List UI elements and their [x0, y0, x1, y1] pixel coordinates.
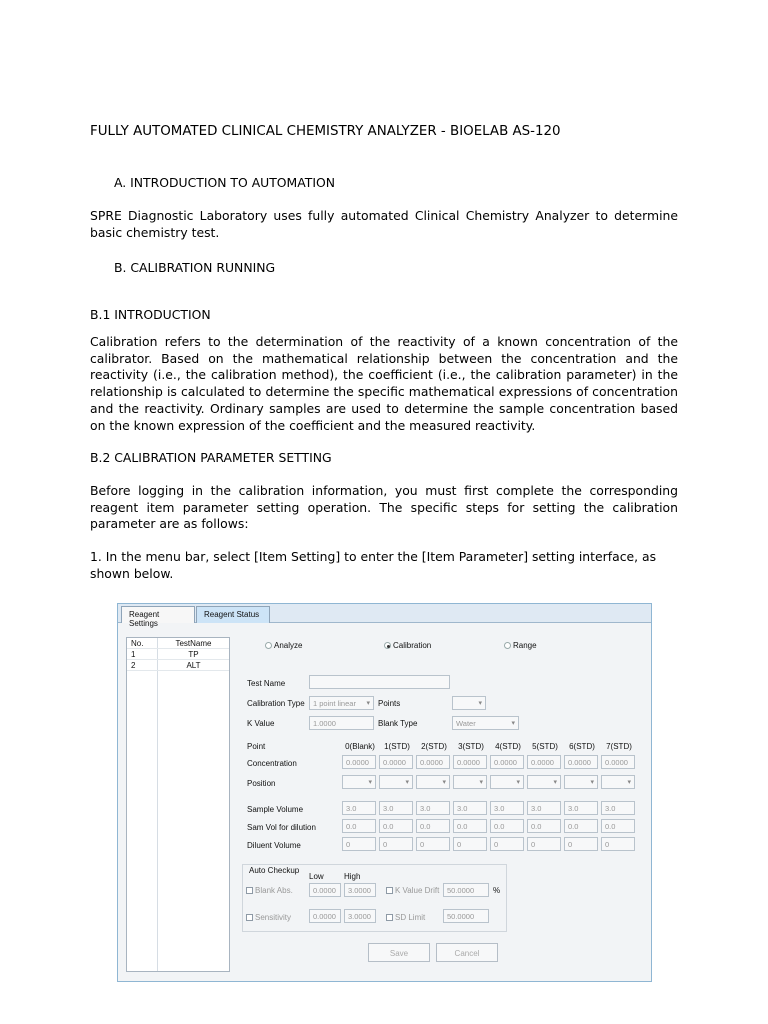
list-item-no: 2 [131, 661, 136, 670]
position-select[interactable] [453, 775, 487, 789]
concentration-input[interactable]: 0.0000 [342, 755, 376, 769]
concentration-input[interactable]: 0.0000 [416, 755, 450, 769]
sd-limit-input[interactable]: 50.0000 [443, 909, 489, 923]
blank-type-select[interactable]: Water ▾ [452, 716, 519, 730]
sam-vol-dilution-input[interactable]: 0.0 [342, 819, 376, 833]
list-divider [157, 638, 158, 971]
sd-limit-label: SD Limit [395, 913, 426, 922]
step-1-text [90, 549, 678, 582]
point-col-header: 4(STD) [495, 742, 521, 751]
intro-paragraph [90, 208, 678, 241]
sample-volume-input[interactable]: 3.0 [342, 801, 376, 815]
sam-vol-dilution-label: Sam Vol for dilution [247, 823, 316, 832]
calibration-type-label: Calibration Type [247, 699, 305, 708]
sam-vol-dilution-input[interactable]: 0.0 [601, 819, 635, 833]
concentration-input[interactable]: 0.0000 [379, 755, 413, 769]
sample-volume-input[interactable]: 3.0 [564, 801, 598, 815]
list-header-no: No. [131, 639, 144, 648]
item-parameter-screenshot [117, 603, 652, 982]
concentration-input[interactable]: 0.0000 [453, 755, 487, 769]
blank-abs-checkbox[interactable] [246, 886, 293, 895]
concentration-label: Concentration [247, 759, 297, 768]
sam-vol-dilution-input[interactable]: 0.0 [453, 819, 487, 833]
position-select[interactable] [527, 775, 561, 789]
step-1-line-2: shown below. [90, 565, 174, 581]
blank-abs-checkbox-icon [246, 887, 253, 894]
sd-limit-checkbox-icon [386, 914, 393, 921]
sensitivity-high-input[interactable]: 3.0000 [344, 909, 376, 923]
k-value-drift-input[interactable]: 50.0000 [443, 883, 489, 897]
sensitivity-checkbox[interactable] [246, 913, 291, 922]
sensitivity-low-input[interactable]: 0.0000 [309, 909, 341, 923]
sample-volume-input[interactable]: 3.0 [490, 801, 524, 815]
radio-calibration[interactable] [384, 641, 431, 650]
radio-calibration-icon [384, 642, 391, 649]
radio-analyze[interactable] [265, 641, 302, 650]
list-item[interactable] [127, 660, 229, 671]
sample-volume-input[interactable]: 3.0 [601, 801, 635, 815]
list-item-name: TP [188, 650, 199, 659]
low-label: Low [309, 872, 324, 881]
cancel-button[interactable]: Cancel [436, 943, 498, 962]
point-label: Point [247, 742, 266, 751]
b2-paragraph: Before logging in the calibration information, you must first complete the corresponding reagent item parameter setting operation. The specific steps for setting the calibration parameter are as follows: [90, 483, 678, 532]
k-value-drift-checkbox-icon [386, 887, 393, 894]
tab-reagent-settings[interactable]: Reagent Settings [121, 606, 195, 623]
radio-range[interactable] [504, 641, 537, 650]
diluent-volume-input[interactable]: 0 [601, 837, 635, 851]
point-col-header: 0(Blank) [345, 742, 375, 751]
diluent-volume-input[interactable]: 0 [564, 837, 598, 851]
subsection-heading-b1: B.1 INTRODUCTION [90, 307, 211, 322]
subsection-heading-b2: B.2 CALIBRATION PARAMETER SETTING [90, 450, 332, 465]
sam-vol-dilution-input[interactable]: 0.0 [490, 819, 524, 833]
concentration-input[interactable]: 0.0000 [601, 755, 635, 769]
calibration-type-select[interactable]: 1 point linear ▾ [309, 696, 374, 710]
step-1-line-1: 1. In the menu bar, select [Item Setting] to enter the [Item Parameter] setting interface, as [90, 549, 657, 564]
blank-abs-label: Blank Abs. [255, 886, 293, 895]
radio-range-icon [504, 642, 511, 649]
radio-range-label: Range [513, 641, 537, 650]
sam-vol-dilution-input[interactable]: 0.0 [527, 819, 561, 833]
list-item-no: 1 [131, 650, 136, 659]
diluent-volume-input[interactable]: 0 [379, 837, 413, 851]
list-item[interactable] [127, 649, 229, 660]
sam-vol-dilution-input[interactable]: 0.0 [564, 819, 598, 833]
sam-vol-dilution-input[interactable]: 0.0 [416, 819, 450, 833]
point-col-header: 7(STD) [606, 742, 632, 751]
concentration-input[interactable]: 0.0000 [527, 755, 561, 769]
section-heading-b: B. CALIBRATION RUNNING [114, 260, 276, 275]
sample-volume-input[interactable]: 3.0 [527, 801, 561, 815]
blank-type-label: Blank Type [378, 719, 418, 728]
test-list[interactable] [126, 637, 230, 972]
position-select[interactable] [379, 775, 413, 789]
section-heading-a: A. INTRODUCTION TO AUTOMATION [114, 175, 336, 190]
tab-bar [118, 604, 651, 628]
tab-reagent-status[interactable]: Reagent Status [196, 606, 270, 623]
intro-line-2: basic chemistry test. [90, 224, 220, 240]
k-value-label: K Value [247, 719, 275, 728]
point-col-header: 5(STD) [532, 742, 558, 751]
position-select[interactable] [490, 775, 524, 789]
document-title: FULLY AUTOMATED CLINICAL CHEMISTRY ANALYZER - BIOELAB AS-120 [90, 124, 561, 139]
point-col-header: 3(STD) [458, 742, 484, 751]
radio-analyze-icon [265, 642, 272, 649]
sam-vol-dilution-input[interactable]: 0.0 [379, 819, 413, 833]
concentration-input[interactable]: 0.0000 [564, 755, 598, 769]
point-col-header: 2(STD) [421, 742, 447, 751]
auto-checkup-label: Auto Checkup [249, 866, 300, 875]
point-col-header: 6(STD) [569, 742, 595, 751]
save-button[interactable]: Save [368, 943, 430, 962]
diluent-volume-input[interactable]: 0 [527, 837, 561, 851]
list-header-testname: TestName [175, 639, 212, 648]
percent-label: % [493, 886, 501, 895]
sample-volume-input[interactable]: 3.0 [379, 801, 413, 815]
concentration-input[interactable]: 0.0000 [490, 755, 524, 769]
sample-volume-input[interactable]: 3.0 [453, 801, 487, 815]
position-select[interactable] [416, 775, 450, 789]
k-value-drift-label: K Value Drift [395, 886, 440, 895]
blank-abs-low-input[interactable]: 0.0000 [309, 883, 341, 897]
sensitivity-checkbox-icon [246, 914, 253, 921]
k-value-drift-checkbox[interactable] [386, 886, 439, 895]
high-label: High [344, 872, 361, 881]
radio-calibration-label: Calibration [393, 641, 432, 650]
list-item-name: ALT [186, 661, 201, 670]
diluent-volume-input[interactable]: 0 [453, 837, 487, 851]
diluent-volume-input[interactable]: 0 [342, 837, 376, 851]
position-select[interactable] [564, 775, 598, 789]
test-name-input[interactable] [309, 675, 450, 689]
position-select[interactable] [342, 775, 376, 789]
k-value-input[interactable]: 1.0000 [309, 716, 374, 730]
diluent-volume-input[interactable]: 0 [416, 837, 450, 851]
b1-paragraph: Calibration refers to the determination of the reactivity of a known concentration of the calibrator. Based on the mathematical relationship between the concentration and the reactivity (i.e., the calibration method), the coefficient (i.e., the calibration parameter) in the relationship is calculated to determine the specific mathematical expressions of concentration and the reactivity. Ordinary samples are used to determine the sample concentration based on the known expression of the coefficient and the measured reactivity. [90, 334, 678, 433]
points-label: Points [378, 699, 401, 708]
point-col-header: 1(STD) [384, 742, 410, 751]
sample-volume-label: Sample Volume [247, 805, 304, 814]
diluent-volume-label: Diluent Volume [247, 841, 301, 850]
position-label: Position [247, 779, 276, 788]
sensitivity-label: Sensitivity [255, 913, 292, 922]
diluent-volume-input[interactable]: 0 [490, 837, 524, 851]
sd-limit-checkbox[interactable] [386, 913, 425, 922]
points-select[interactable] [452, 696, 486, 710]
intro-line-1: SPRE Diagnostic Laboratory uses fully automated Clinical Chemistry Analyzer to determine [90, 208, 678, 223]
sample-volume-input[interactable]: 3.0 [416, 801, 450, 815]
list-header [127, 638, 229, 649]
blank-abs-high-input[interactable]: 3.0000 [344, 883, 376, 897]
radio-analyze-label: Analyze [274, 641, 303, 650]
position-select[interactable] [601, 775, 635, 789]
test-name-label: Test Name [247, 679, 286, 688]
